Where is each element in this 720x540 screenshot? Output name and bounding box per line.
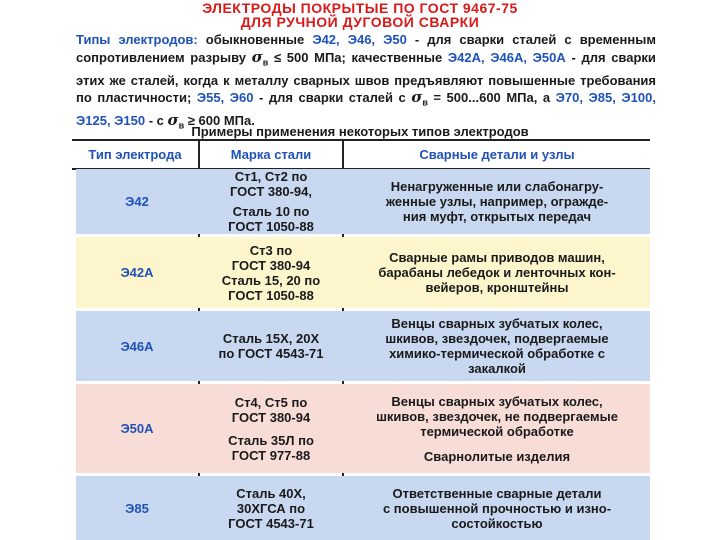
steel-grade-cell [200,169,342,234]
header-steel: Марка стали [230,146,312,162]
steel-grade-line: Сталь 15Х, 20Х [222,331,320,346]
intro-text-8: ≥ 600 МПа. [187,113,255,129]
welded-parts-cell [346,237,648,308]
steel-grade-line: ГОСТ 380-94 [231,257,311,273]
types-label: Типы электродов: [76,32,198,47]
electrode-type-cell: Э46А [120,338,154,354]
electrode-type-cell: Э85 [125,500,149,516]
steel-grade-cell [200,311,342,381]
steel-grade-line: ГОСТ 380-94 [231,409,311,425]
steel-grade-cell [200,384,342,473]
welded-parts-line: термической обработке [420,423,574,439]
steel-grade-line: Сталь 40Х, [236,485,306,501]
welded-parts-line: Сварные рамы приводов машин, [389,250,605,265]
examples-heading: Примеры применения некоторых типов электродов [191,124,529,139]
welded-parts-cell [346,311,648,381]
electrode-codes-3: Э55, Э60 [196,90,254,106]
welded-parts-cell [346,169,648,234]
intro-text-4: - для сварки этих же сталей, когда к металлу сварных швов предъявляют повышенные требования по пластичности; [76,49,656,106]
welded-parts-line: шкивов, звездочек, не подвергаемые [376,408,618,424]
intro-text-1: обыкновенные [205,32,305,47]
welded-parts-line: Ответственные сварные детали [392,485,602,501]
welded-parts-line: Ненагруженные или слабонагру- [390,179,604,194]
sigma-symbol: σ [167,111,179,130]
sigma-symbol: σ [251,47,263,66]
intro-text-6: = 500...600 МПа, а [433,90,551,106]
steel-grade-line: Ст4, Ст5 по [234,394,308,410]
steel-grade-line: ГОСТ 1050-88 [228,219,314,234]
electrode-type-cell: Э42 [125,194,149,209]
title-line-1: ЭЛЕКТРОДЫ ПОКРЫТЫЕ ПО ГОСТ 9467-75 [202,0,518,16]
welded-parts-line: химико-термической обработке с [389,346,605,361]
title-line-2: ДЛЯ РУЧНОЙ ДУГОВОЙ СВАРКИ [240,14,480,30]
sigma-subscript: в [178,120,185,131]
steel-grade-line: ГОСТ 4543-71 [228,515,314,531]
welded-parts-cell [346,384,648,473]
steel-grade-line: ГОСТ 977-88 [231,447,311,463]
intro-text-2: - для сварки сталей с временным сопротивлением разрыву [76,32,656,65]
welded-parts-line: шкивов, звездочек, подвергаемые [385,331,609,346]
steel-grade-line: Ст3 по [249,242,293,258]
welded-parts-line: Венцы сварных зубчатых колес, [391,393,603,409]
steel-grade-line: 30ХГСА по [236,500,306,516]
welded-parts-line: барабаны лебедок и ленточных кон- [378,265,616,280]
steel-grade-line: ГОСТ 380-94, [229,184,313,199]
welded-parts-line: ния муфт, открытых передач [402,209,592,224]
intro-text-5: - для сварки сталей с [259,90,406,106]
welded-parts-line: с повышенной прочностью и изно- [382,500,612,516]
steel-grade-line: Сталь 15, 20 по [221,272,321,288]
steel-grade-line: Ст1, Ст2 по [234,169,308,184]
steel-grade-line: ГОСТ 1050-88 [228,287,314,303]
sigma-subscript: в [262,57,269,68]
steel-grade-cell [200,476,342,540]
electrode-codes-2: Э42А, Э46А, Э50А [447,49,566,65]
sigma-subscript: в [422,97,428,108]
welded-parts-line: состойкостью [451,515,543,531]
welded-parts-line: закалкой [468,361,526,376]
intro-paragraph [76,31,656,135]
intro-text-7: - с [148,113,164,129]
steel-grade-line: Сталь 10 по [232,204,310,219]
sigma-symbol: σ [411,88,423,107]
welded-parts-line: женные узлы, например, огражде- [385,194,609,209]
intro-text-3: ≤ 500 МПа; качественные [273,49,443,65]
welded-parts-line: Сварнолитые изделия [423,448,571,464]
welded-parts-line: вейеров, кронштейны [425,280,569,295]
welded-parts-line: Венцы сварных зубчатых колес, [391,316,603,331]
welded-parts-cell [346,476,648,540]
electrode-codes-1: Э42, Э46, Э50 [312,32,407,47]
header-parts: Сварные детали и узлы [419,146,575,162]
steel-grade-cell [200,237,342,308]
steel-grade-line: Сталь 35Л по [228,432,314,448]
electrode-type-cell: Э42А [120,265,154,280]
steel-grade-line: по ГОСТ 4543-71 [218,346,324,361]
electrode-codes-4: Э70, Э85, Э100, Э125, Э150 [76,90,656,129]
electrode-type-cell: Э50А [120,421,154,436]
header-type: Тип электрода [88,146,182,162]
